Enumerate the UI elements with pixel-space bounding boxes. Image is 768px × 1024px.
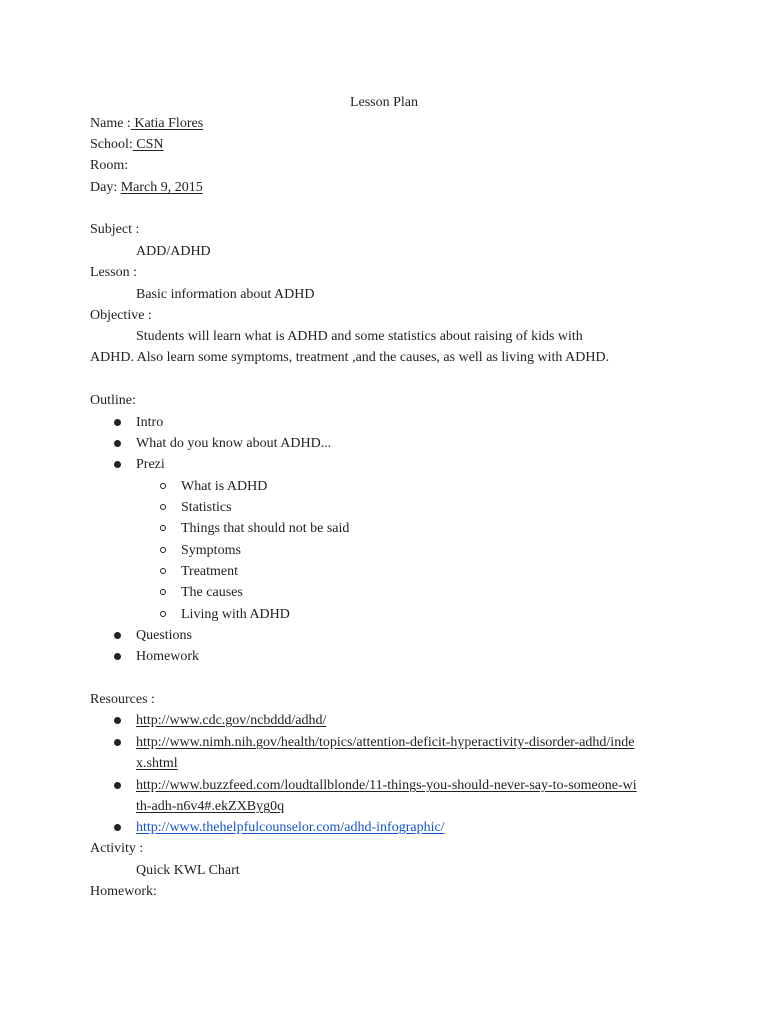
activity-value: Quick KWL Chart <box>136 863 240 878</box>
name-label: Name : <box>90 116 131 131</box>
hollow-bullet-icon <box>160 504 166 510</box>
name-row <box>90 114 203 134</box>
prezi-subitem: What is ADHD <box>181 479 268 494</box>
bullet-icon <box>114 739 121 746</box>
name-value: Katia Flores <box>130 116 204 131</box>
lesson-label: Lesson : <box>90 265 138 280</box>
school-row <box>90 135 164 155</box>
prezi-subitem: The causes <box>181 585 243 600</box>
resources-label: Resources : <box>90 692 155 707</box>
day-row <box>90 178 203 198</box>
outline-item: Prezi <box>136 457 165 472</box>
hollow-bullet-icon <box>160 525 166 531</box>
outline-item: What do you know about ADHD... <box>136 436 332 451</box>
outline-item: Questions <box>136 628 192 643</box>
outline-item: Homework <box>136 649 199 664</box>
room-label: Room: <box>90 158 129 173</box>
activity-label: Activity : <box>90 841 144 856</box>
outline-label: Outline: <box>90 393 136 408</box>
hollow-bullet-icon <box>160 611 166 617</box>
bullet-icon <box>114 461 121 468</box>
resource-link-nimh[interactable]: http://www.nimh.nih.gov/health/topics/attention-deficit-hyperactivity-disorder-adhd/inde <box>136 735 635 750</box>
subject-value: ADD/ADHD <box>136 244 211 259</box>
bullet-icon <box>114 419 121 426</box>
resource-link-helpful-counselor[interactable]: http://www.thehelpfulcounselor.com/adhd-infographic/ <box>136 820 445 835</box>
lesson-value: Basic information about ADHD <box>136 287 315 302</box>
prezi-subitem: Statistics <box>181 500 232 515</box>
bullet-icon <box>114 653 121 660</box>
hollow-bullet-icon <box>160 568 166 574</box>
resource-link-cdc[interactable]: http://www.cdc.gov/ncbddd/adhd/ <box>136 713 327 728</box>
homework-label: Homework: <box>90 884 157 899</box>
prezi-subitem: Living with ADHD <box>181 607 290 622</box>
bullet-icon <box>114 824 121 831</box>
subject-label: Subject : <box>90 222 140 237</box>
day-value: March 9, 2015 <box>120 180 203 195</box>
hollow-bullet-icon <box>160 589 166 595</box>
objective-label: Objective : <box>90 308 152 323</box>
day-label: Day: <box>90 180 118 195</box>
outline-item: Intro <box>136 415 164 430</box>
school-label: School: <box>90 137 133 152</box>
prezi-subitem: Symptoms <box>181 543 241 558</box>
bullet-icon <box>114 632 121 639</box>
prezi-subitem: Things that should not be said <box>181 521 350 536</box>
bullet-icon <box>114 440 121 447</box>
objective-text-line-1: Students will learn what is ADHD and some statistics about raising of kids with <box>136 329 583 344</box>
prezi-subitem: Treatment <box>181 564 239 579</box>
objective-text-line-2: ADHD. Also learn some symptoms, treatment ,and the causes, as well as living with ADHD. <box>90 350 610 365</box>
school-value: CSN <box>132 137 164 152</box>
bullet-icon <box>114 782 121 789</box>
document-title: Lesson Plan <box>349 95 419 110</box>
hollow-bullet-icon <box>160 483 166 489</box>
hollow-bullet-icon <box>160 547 166 553</box>
bullet-icon <box>114 717 121 724</box>
resource-link-buzzfeed-continued[interactable]: th-adh-n6v4#.ekZXByg0q <box>136 799 285 814</box>
resource-link-buzzfeed[interactable]: http://www.buzzfeed.com/loudtallblonde/11-things-you-should-never-say-to-someone-wi <box>136 778 637 793</box>
resource-link-nimh-continued[interactable]: x.shtml <box>136 756 178 771</box>
